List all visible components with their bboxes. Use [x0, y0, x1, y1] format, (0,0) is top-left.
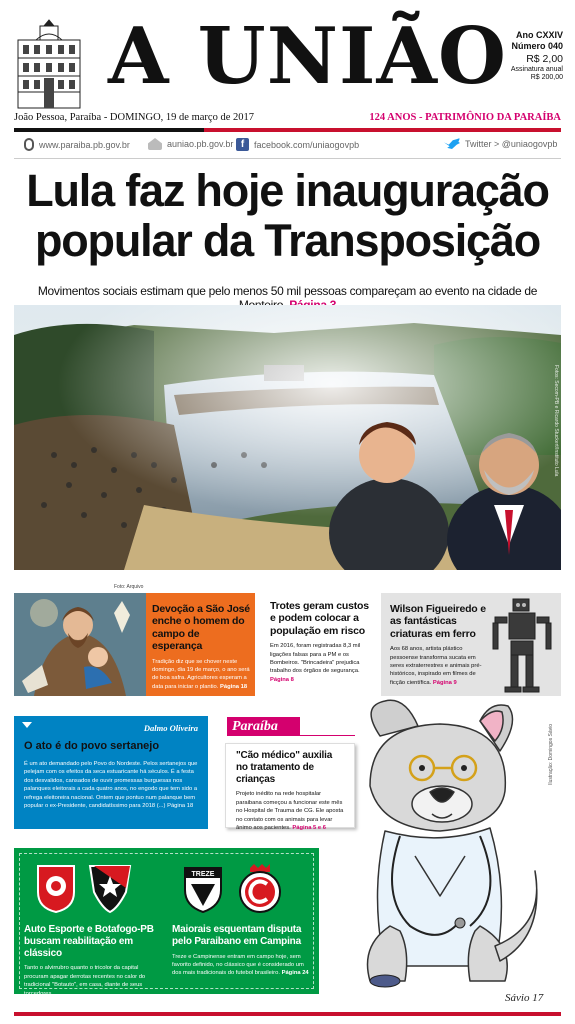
opinion-author: Dalmo Oliveira	[143, 723, 198, 733]
teaser-trotes[interactable]	[270, 600, 370, 684]
edition-year: Ano CXXIV	[515, 30, 563, 40]
sports-right-body	[172, 953, 312, 978]
teaser-sao-jose-body	[152, 658, 252, 692]
bottom-rule	[14, 1012, 561, 1016]
teaser-photo-credit: Foto: Arquivo	[114, 584, 144, 590]
lead-headline[interactable]	[14, 166, 561, 267]
lead-headline-line2: popular da Transposição	[34, 215, 541, 267]
auto-esporte-crest-icon	[34, 862, 78, 914]
dog-story-body-text: Projeto inédito na rede hospitalar paraibana começou a funcionar este mês no Hospital de Trauma de CG. Ele aposta no contato com os animais para levar ânimo aos pacientes.	[236, 791, 344, 831]
sports-story-auto-botafogo[interactable]	[24, 924, 164, 998]
dog-story-body	[236, 790, 344, 832]
teaser-wilson-headline: Wilson Figueiredo e as fantásticas criaturas em ferro	[390, 603, 486, 640]
mouse-icon	[24, 138, 34, 151]
sao-jose-statue-image	[14, 593, 146, 696]
facebook-icon: f	[236, 138, 249, 151]
teaser-sao-jose-headline: Devoção a São José enche o homem do campo de esperança	[152, 603, 250, 653]
edition-price: R$ 2,00	[526, 52, 563, 65]
dog-story-headline: "Cão médico" auxilia no tratamento de crianças	[236, 750, 333, 785]
contact-uniao-site[interactable]	[148, 138, 233, 150]
masthead-rule-black	[14, 128, 204, 132]
contact-site[interactable]	[24, 138, 130, 151]
illustration-signature: Sávio 17	[505, 992, 544, 1004]
teaser-sao-jose[interactable]	[14, 593, 255, 696]
teaser-wilson-page[interactable]: Página 9	[432, 679, 457, 686]
dateline: João Pessoa, Paraíba - DOMINGO, 19 de março de 2017	[14, 112, 254, 123]
teaser-sao-jose-body-text: Tradição diz que se chover neste domingo, dia 19 de março, o ano será de boa safra. Agricultores esperam a data para iniciar o plantio.	[152, 658, 250, 690]
building-icon	[148, 138, 162, 150]
teaser-trotes-page[interactable]: Página 8	[270, 676, 294, 683]
opinion-column[interactable]	[14, 716, 208, 829]
masthead-rule-red	[204, 128, 561, 132]
sports-right-body-text: Treze e Campinense entram em campo hoje, sem favorito definido, no clássico que é considerado um dos mais tradicionais do futebol brasileiro.	[172, 953, 304, 977]
edition-number: Número 040	[511, 41, 563, 52]
sports-left-body: Tanto o alvirrubro quanto o tricolor da capital procuram apagar derrotas recentes no calor do tradicional "Botauto", em casa, diante de seus torcedores.	[24, 965, 146, 997]
twitter-icon	[444, 138, 460, 149]
campinense-crest-icon	[236, 862, 284, 914]
opinion-page[interactable]: Página 18	[167, 802, 194, 809]
opinion-body	[24, 760, 202, 810]
contact-facebook[interactable]	[236, 138, 359, 151]
opinion-body-text: É um ato demandado pelo Povo do Nordeste. Pelos sertanejos que pelejam com os efeitos da seca estuaricante há séculos. É a festa dos desvalidos, cansados de ouvir promessas burguesas nos palanques eleitorais a cada quatro anos, no engodo que tem sido a refrega eleitoreira nacional. Ontem que pontuo num palanque bem popular o ex-Presidente, candidatíssimo para 2018 (...)	[24, 761, 198, 809]
botafogo-pb-crest-icon	[88, 862, 132, 914]
teaser-sao-jose-page[interactable]: Página 18	[220, 683, 248, 690]
contact-bar	[14, 136, 561, 154]
arrow-down-icon	[22, 722, 32, 728]
contact-twitter-text: Twitter > @uniaogovpb	[465, 138, 558, 149]
anniversary-tagline: 124 ANOS - PATRIMÔNIO DA PARAÍBA	[369, 112, 561, 123]
contact-twitter[interactable]	[444, 138, 557, 149]
sports-left-headline: Auto Esporte e Botafogo-PB buscam reabilitação em clássico	[24, 924, 154, 959]
newspaper-nameplate: A UNIÃO	[108, 11, 507, 102]
lead-headline-line1: Lula faz hoje inauguração	[26, 165, 549, 216]
edition-info	[501, 30, 563, 83]
sports-box[interactable]	[14, 848, 319, 997]
teaser-trotes-headline: Trotes geram custos e podem colocar a população em risco	[270, 600, 369, 637]
teaser-wilson-text	[390, 603, 490, 687]
treze-crest-text: TREZE	[191, 871, 215, 878]
contact-uniao-site-text: auniao.pb.gov.br	[167, 139, 234, 149]
doctor-dog-illustration	[330, 696, 570, 1016]
sports-right-headline: Maiorais esquentam disputa pelo Paraibano em Campina	[172, 924, 302, 947]
contact-site-text: www.paraiba.pb.gov.br	[39, 139, 130, 150]
sports-story-treze-campinense[interactable]	[172, 924, 312, 978]
teaser-wilson[interactable]	[381, 593, 561, 696]
transposition-river-photo	[14, 305, 561, 570]
subscription-label: Assinatura anual	[510, 65, 563, 73]
iron-robot-sculpture-image	[487, 595, 557, 695]
teaser-wilson-body	[390, 645, 490, 687]
lead-photo-credit: Fotos: Secom-PB e Ricardo Stuckert/Instituto Lula	[553, 365, 559, 477]
lead-deck-text: Movimentos sociais estimam que pelo menos 50 mil pessoas compareçam ao evento na cidade de	[37, 284, 538, 298]
teaser-wilson-body-text: Aos 68 anos, artista plástico pessoense transforma sucata em seres extraterrestres e animais pré-históricos, inspirado em filmes de ficção científica.	[390, 646, 482, 686]
teaser-trotes-body-text: Em 2016, foram registradas 8,3 mil ligações falsas para a PM e os Bombeiros. "Brincadeira" prejudica trabalho dos órgãos de segurança.	[270, 643, 361, 675]
newspaper-building-logo	[14, 18, 84, 110]
contacts-divider	[14, 158, 561, 159]
opinion-title: O ato é do povo sertanejo	[24, 740, 160, 752]
sports-right-page[interactable]: Página 24	[281, 970, 309, 977]
lead-photo[interactable]	[14, 305, 561, 570]
teaser-sao-jose-text	[152, 603, 252, 691]
section-tag-paraiba: Paraíba	[227, 717, 300, 736]
illustration-credit: Ilustração: Domingos Sávio	[548, 724, 554, 785]
subscription-price: R$ 200,00	[530, 74, 563, 82]
treze-crest-icon	[181, 862, 225, 914]
contact-facebook-text: facebook.com/uniaogovpb	[254, 139, 360, 150]
dog-story-page[interactable]: Página 5 e 6	[292, 824, 326, 831]
teaser-trotes-body	[270, 642, 370, 684]
dateline-bar	[14, 112, 561, 126]
masthead	[0, 0, 575, 112]
